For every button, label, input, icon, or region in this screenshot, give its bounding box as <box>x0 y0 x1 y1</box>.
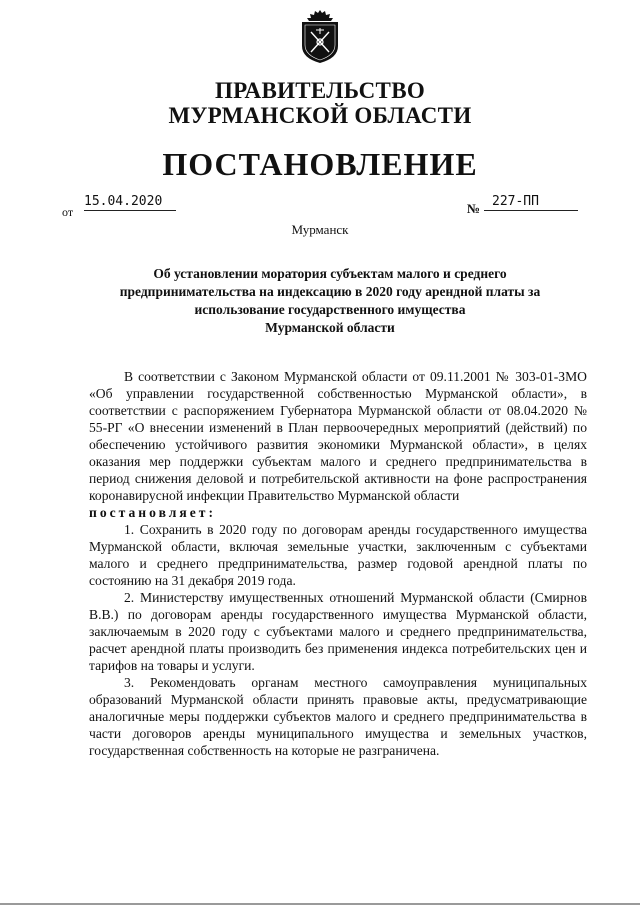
resolves-label: постановляет: <box>89 505 216 520</box>
item-paragraph-3: 3. Рекомендовать органам местного самоуправления муниципальных образований Мурманской области принять правовые акты, предусматривающие аналогичные меры поддержки субъектов малого и среднего предпринимательства в части договоров аренды муниципального имущества и земельных участков, государственная собственность на которые не разграничена. <box>89 675 587 758</box>
title-line: Об установлении моратория субъектам малого и среднего <box>153 266 507 281</box>
item-paragraph-1: 1. Сохранить в 2020 году по договорам аренды государственного имущества Мурманской области, включая земельные участки, заключенным с субъектами малого и среднего предпринимательства, размер годовой арендной платы по состоянию на 31 декабря 2019 года. <box>89 522 587 588</box>
city: Мурманск <box>291 222 349 237</box>
document-number: 227-ПП <box>484 194 578 211</box>
date-label: от <box>62 205 74 219</box>
preamble-paragraph: В соответствии с Законом Мурманской области от 09.11.2001 № 303-01-ЗМО «Об управлении государственной собственностью Мурманской области», в соответствии с распоряжением Губернатора Мурманской области от 08.04.2020 № 55-РГ «О внесении изменений в План первоочередных мероприятий (действий) по обеспечению устойчивого развития экономики Мурманской области», в целях оказания мер поддержки субъектам малого и среднего предпринимательства в период снижения деловой и потребительской активности на фоне распространения коронавирусной инфекции Правительство Мурманской области <box>89 369 587 503</box>
document-date: 15.04.2020 <box>84 194 176 211</box>
number-label: № <box>467 201 481 216</box>
title-line: предпринимательства на индексацию в 2020 году арендной платы за <box>119 284 541 299</box>
document-type: ПОСТАНОВЛЕНИЕ <box>162 146 478 182</box>
title-line: использование государственного имущества <box>194 302 466 317</box>
org-name-line2: МУРМАНСКОЙ ОБЛАСТИ <box>168 103 472 128</box>
document-body <box>89 368 587 759</box>
item-paragraph-2: 2. Министерству имущественных отношений Мурманской области (Смирнов В.В.) по договорам аренды государственного имущества Мурманской области, заключаемым в 2020 году с субъектами малого и среднего предпринимательства, расчет арендной платы производить без применения индекса потребительских цен и тарифов на товары и услуги. <box>89 590 587 673</box>
coat-of-arms-icon <box>297 8 343 64</box>
document-title <box>90 265 570 337</box>
org-name-line1: ПРАВИТЕЛЬСТВО <box>214 78 426 103</box>
title-line: Мурманской области <box>265 320 395 335</box>
